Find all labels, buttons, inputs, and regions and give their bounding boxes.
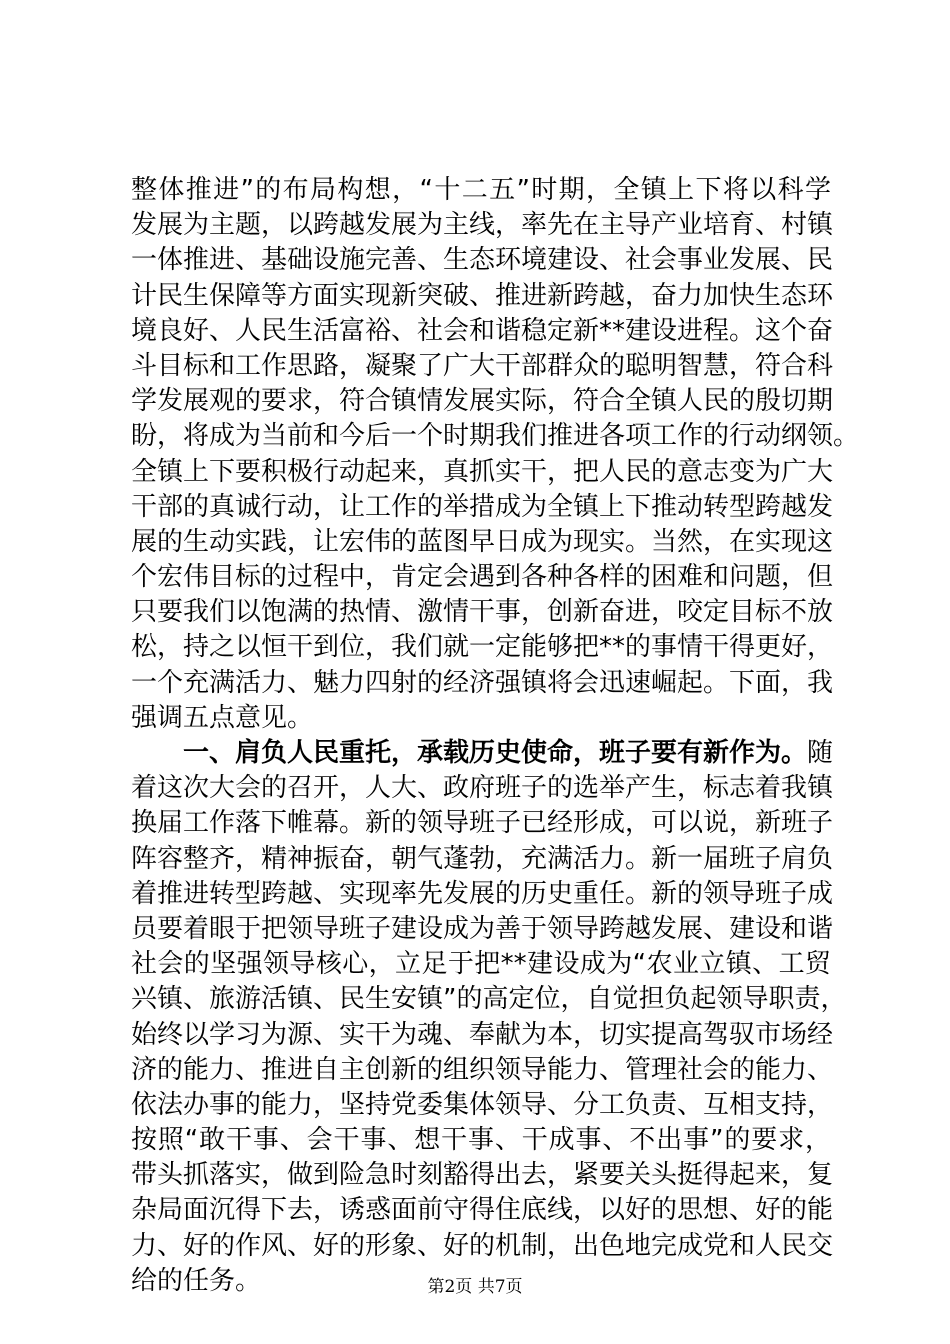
text-line: 始终以学习为源、实干为魂、奉献为本，切实提高驾驭市场经 — [131, 1019, 834, 1050]
paragraph-1 — [131, 173, 860, 736]
text-line: 力、好的作风、好的形象、好的机制，出色地完成党和人民交 — [131, 1230, 834, 1261]
text-line: 按照“敢干事、会干事、想干事、干成事、不出事”的要求， — [131, 1125, 831, 1156]
heading-continuation: 随 — [807, 738, 834, 768]
text-line: 给的任务。 — [131, 1265, 262, 1296]
text-line: 兴镇、旅游活镇、民生安镇”的高定位，自觉担负起领导职责， — [131, 984, 847, 1015]
text-line: 干部的真诚行动，让工作的举措成为全镇上下推动转型跨越发 — [131, 491, 834, 522]
text-line: 着推进转型跨越、实现率先发展的历史重任。新的领导班子成 — [131, 878, 834, 909]
text-line: 一体推进、基础设施完善、生态环境建设、社会事业发展、民 — [131, 245, 834, 276]
text-line: 员要着眼于把领导班子建设成为善于领导跨越发展、建设和谐 — [131, 913, 834, 944]
page-number-footer: 第2页 共7页 — [427, 1277, 523, 1297]
text-line: 松，持之以恒干到位，我们就一定能够把**的事情干得更好， — [131, 632, 834, 663]
section-heading: 一、肩负人民重托，承载历史使命，班子要有新作为。 — [183, 738, 808, 768]
text-line: 换届工作落下帷幕。新的领导班子已经形成，可以说，新班子 — [131, 808, 834, 839]
text-line: 个宏伟目标的过程中，肯定会遇到各种各样的困难和问题，但 — [131, 562, 834, 593]
text-line: 盼，将成为当前和今后一个时期我们推进各项工作的行动纲领。 — [131, 421, 860, 452]
text-line: 学发展观的要求，符合镇情发展实际，符合全镇人民的殷切期 — [131, 386, 834, 417]
text-line: 带头抓落实，做到险急时刻豁得出去，紧要关头挺得起来，复 — [131, 1160, 834, 1191]
paragraph-2-first-line — [131, 736, 834, 771]
text-line: 境良好、人民生活富裕、社会和谐稳定新**建设进程。这个奋 — [131, 315, 834, 346]
text-line: 斗目标和工作思路，凝聚了广大干部群众的聪明智慧，符合科 — [131, 350, 834, 381]
text-line: 只要我们以饱满的热情、激情干事，创新奋进，咬定目标不放 — [131, 597, 834, 628]
text-line: 杂局面沉得下去，诱惑面前守得住底线，以好的思想、好的能 — [131, 1195, 834, 1226]
text-line: 展的生动实践，让宏伟的蓝图早日成为现实。当然，在实现这 — [131, 526, 834, 557]
text-line: 发展为主题，以跨越发展为主线，率先在主导产业培育、村镇 — [131, 210, 834, 241]
paragraph-2 — [131, 736, 847, 1299]
text-line: 社会的坚强领导核心，立足于把**建设成为“农业立镇、工贸 — [131, 949, 831, 980]
text-line: 计民生保障等方面实现新突破、推进新跨越，奋力加快生态环 — [131, 280, 834, 311]
text-line: 全镇上下要积极行动起来，真抓实干，把人民的意志变为广大 — [131, 456, 834, 487]
text-line: 阵容整齐，精神振奋，朝气蓬勃，充满活力。新一届班子肩负 — [131, 843, 834, 874]
document-body — [131, 173, 860, 1299]
text-line: 济的能力、推进自主创新的组织领导能力、管理社会的能力、 — [131, 1054, 834, 1085]
text-line: 依法办事的能力，坚持党委集体领导、分工负责、互相支持， — [131, 1089, 834, 1120]
text-line: 整体推进”的布局构想，“十二五”时期，全镇上下将以科学 — [131, 175, 831, 205]
text-line: 强调五点意见。 — [131, 702, 314, 733]
text-line: 一个充满活力、魅力四射的经济强镇将会迅速崛起。下面，我 — [131, 667, 834, 698]
text-line: 着这次大会的召开，人大、政府班子的选举产生，标志着我镇 — [131, 773, 834, 804]
